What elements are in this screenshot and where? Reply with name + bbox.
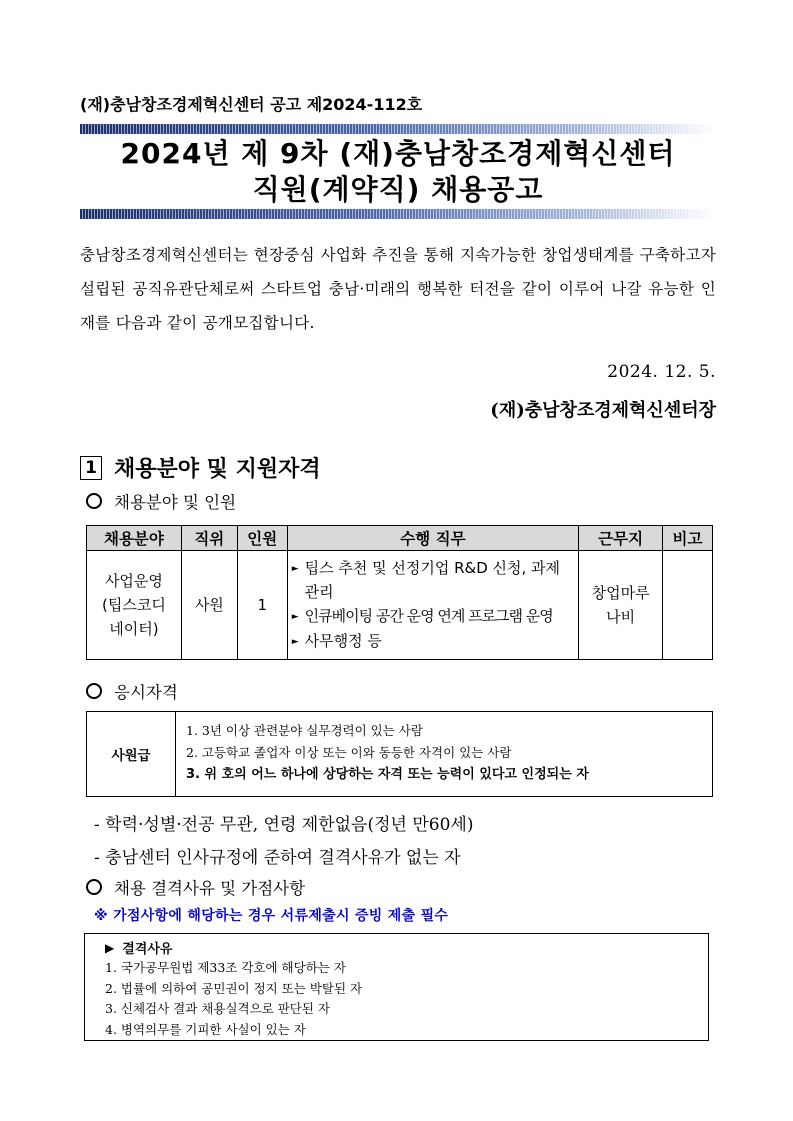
qualification-box	[86, 711, 713, 797]
circle-bullet-icon	[86, 493, 102, 509]
disqualification-item: 3. 신체검사 결과 채용실격으로 판단된 자	[105, 1001, 330, 1016]
subheading-qualifications	[86, 679, 178, 703]
cell-location: 창업마루 나비	[579, 551, 663, 660]
qualification-item: 3. 위 호의 어느 하나에 상당하는 자격 또는 능력이 있다고 인정되는 자	[186, 767, 589, 782]
circle-bullet-icon	[86, 879, 102, 895]
section-1-heading	[80, 452, 321, 483]
title-line-2: 직원(계약직) 채용공고	[252, 173, 544, 206]
disqualification-item: 2. 법률에 의하여 공민권이 정지 또는 박탈된 자	[105, 980, 363, 996]
qualification-item: 1. 3년 이상 관련분야 실무경력이 있는 사람	[186, 723, 423, 738]
circle-bullet-icon	[86, 683, 102, 699]
announcement-date: 2024. 12. 5.	[607, 362, 716, 382]
section-number-box: 1	[80, 456, 102, 480]
play-arrow-icon: ▶	[105, 940, 115, 955]
subheading-disqualification-text: 채용 결격사유 및 가점사항	[114, 879, 306, 898]
cell-note	[663, 551, 713, 660]
cell-field: 사업운영 (팁스코디 네이터)	[87, 551, 182, 660]
table-row	[87, 551, 713, 660]
cell-position: 사원	[181, 551, 237, 660]
header-duties: 수행 직무	[287, 526, 578, 551]
disqualification-box	[84, 933, 709, 1041]
dash-item-education: - 학력·성별·전공 무관, 연령 제한없음(정년 만60세)	[94, 815, 474, 835]
title-line-1: 2024년 제 9차 (재)충남창조경제혁신센터	[120, 137, 676, 170]
header-note: 비고	[663, 526, 713, 551]
cell-duties	[287, 551, 578, 660]
qualification-item: 2. 고등학교 졸업자 이상 또는 이와 동등한 자격이 있는 사람	[186, 745, 512, 760]
bonus-points-note: ※ 가점사항에 해당하는 경우 서류제출시 증빙 제출 필수	[94, 908, 449, 924]
qualification-list	[176, 712, 712, 796]
triangle-bullet-icon: ►	[291, 637, 299, 647]
duty-item: ► 사무행정 등	[292, 629, 574, 654]
subheading-disqualification	[86, 875, 305, 899]
disqualification-item: 1. 국가공무원법 제33조 각호에 해당하는 자	[105, 960, 346, 975]
notice-number: (재)충남창조경제혁신센터 공고 제2024-112호	[80, 95, 423, 114]
duty-item: ► 인큐베이팅 공간 운영 연계 프로그램 운영	[292, 604, 574, 629]
title-band-bottom	[80, 209, 716, 219]
triangle-bullet-icon: ►	[291, 612, 299, 622]
header-field: 채용분야	[87, 526, 182, 551]
section-1-title: 채용분야 및 지원자격	[114, 457, 321, 482]
qualification-label: 사원급	[87, 712, 176, 796]
subheading-qualifications-text: 응시자격	[114, 683, 178, 702]
cell-count: 1	[237, 551, 287, 660]
disqualification-item: 4. 병역의무를 기피한 사실이 있는 자	[105, 1021, 306, 1037]
header-position: 직위	[181, 526, 237, 551]
duty-item: ► 팁스 추천 및 선정기업 R&D 신청, 과제 관리	[292, 556, 574, 604]
subheading-positions-text: 채용분야 및 인원	[114, 493, 237, 512]
header-count: 인원	[237, 526, 287, 551]
triangle-bullet-icon: ►	[291, 564, 299, 574]
intro-paragraph: 충남창조경제혁신센터는 현장중심 사업화 추진을 통해 지속가능한 창업생태계를 구축하고자 설립된 공직유관단체로써 스타트업 충남·미래의 행복한 터전을 같이 이루어 나갈 유능한 인재를 다음과 같이 공개모집합니다.	[80, 246, 716, 332]
disqualification-title: ▶ 결격사유	[105, 940, 173, 957]
subheading-positions	[86, 489, 236, 513]
title-band-top	[80, 124, 716, 134]
table-header-row	[87, 526, 713, 551]
header-location: 근무지	[579, 526, 663, 551]
positions-table	[86, 525, 713, 660]
issuer-name: (재)충남창조경제혁신센터장	[490, 400, 716, 421]
dash-item-regulation: - 충남센터 인사규정에 준하여 결격사유가 없는 자	[94, 848, 461, 868]
